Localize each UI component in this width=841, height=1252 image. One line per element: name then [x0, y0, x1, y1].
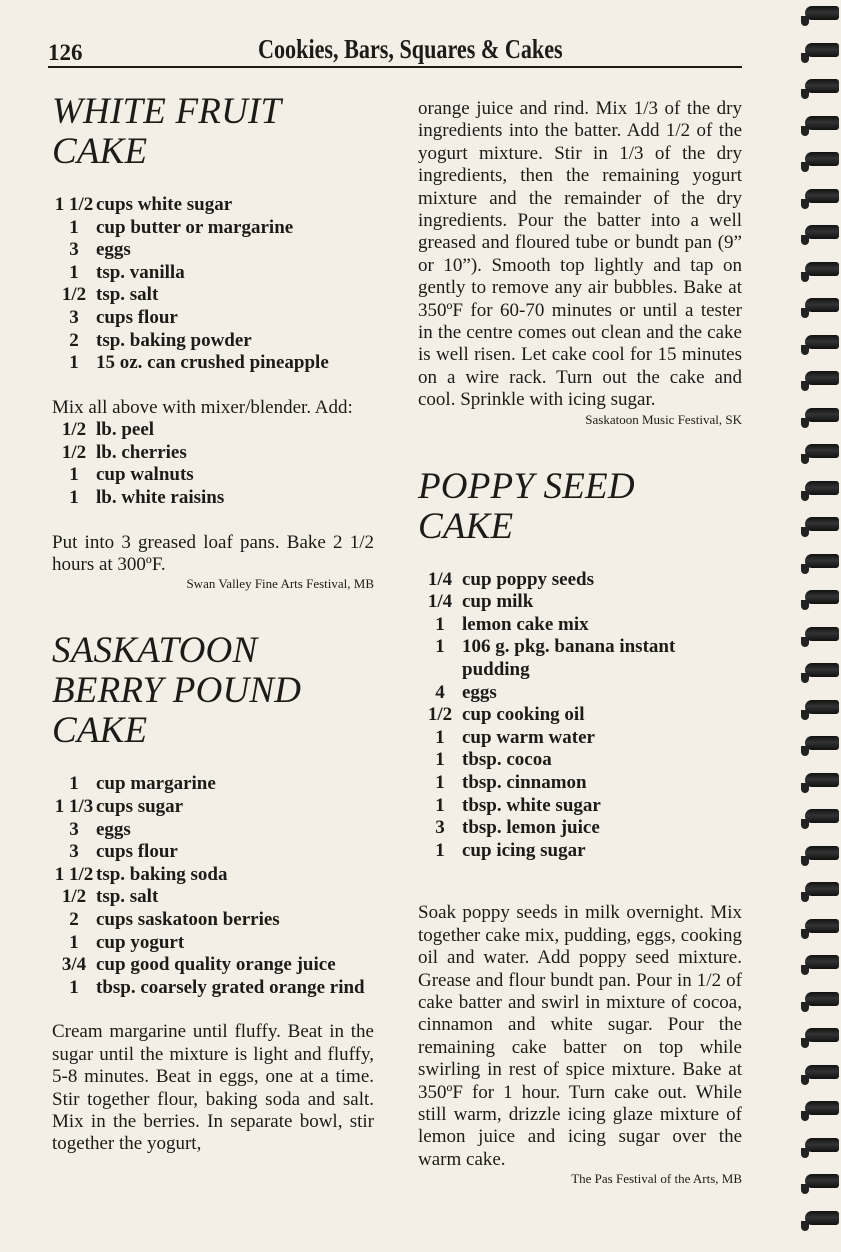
- ingredient-item: [52, 977, 374, 1000]
- ingredient-item: [418, 772, 742, 795]
- ingredient-item: [52, 886, 374, 909]
- ingredient-quantity: 1/2: [61, 886, 87, 908]
- ingredient-quantity: 1: [69, 216, 79, 238]
- ingredient-item: [418, 840, 742, 863]
- title-line: CAKE: [52, 710, 148, 752]
- title-line: POPPY SEED: [418, 465, 635, 507]
- ingredient-item: [418, 682, 742, 705]
- ingredient-text: tbsp. cocoa: [462, 749, 552, 771]
- binding-coil: [805, 1211, 839, 1225]
- ingredient-quantity: 1: [435, 772, 445, 794]
- ingredient-quantity: 1/2: [61, 419, 87, 441]
- ingredient-item: [52, 796, 374, 819]
- ingredient-text: lb. white raisins: [96, 486, 225, 508]
- binding-coil: [805, 1065, 839, 1079]
- ingredient-item: [52, 954, 374, 977]
- ingredient-item: [52, 464, 374, 487]
- title-line: BERRY POUND: [52, 670, 302, 712]
- ingredient-quantity: 1 1/2: [54, 194, 94, 215]
- binding-coil: [805, 1174, 839, 1188]
- binding-coil: [805, 298, 839, 312]
- ingredient-text: cup warm water: [462, 726, 595, 748]
- ingredient-text: eggs: [96, 239, 131, 261]
- ingredient-quantity: 1 1/3: [54, 795, 94, 817]
- ingredient-item: [52, 442, 374, 465]
- ingredient-item: [52, 419, 374, 442]
- binding-coil: [805, 773, 839, 787]
- binding-coil: [805, 225, 839, 239]
- ingredient-item: [52, 932, 374, 955]
- directions-text: orange juice and rind. Mix 1/3 of the dry ingredients into the batter. Add 1/2 of the yogurt mixture. Stir in 1/3 of the dry ingredients, then the remaining yogurt mixture and the remainder of the dry ingredients. Pour the batter into a well greased and floured tube or bundt pan (9” or 10”). Smooth top lightly and tap on gently to remove any air bubbles. Bake at 350ºF for 60-70 minutes or until a tester in the centre comes out clean and the cake is well risen. Let cake cool for 15 minutes on a wire rack. Turn out the cake and cool. Sprinkle with icing sugar.: [418, 98, 742, 411]
- ingredient-text: cup cooking oil: [462, 704, 585, 726]
- ingredient-quantity: 3: [69, 841, 79, 863]
- ingredient-text: tbsp. coarsely grated orange rind: [96, 976, 365, 998]
- ingredient-text: eggs: [462, 681, 497, 703]
- ingredient-text: 15 oz. can crushed pineapple: [96, 352, 329, 374]
- ingredient-text: tsp. baking soda: [96, 863, 228, 885]
- binding-coil: [805, 1028, 839, 1042]
- recipe-credit: Swan Valley Fine Arts Festival, MB: [186, 576, 374, 592]
- ingredient-text: tbsp. white sugar: [462, 794, 601, 816]
- ingredient-item: [52, 330, 374, 353]
- ingredient-quantity: 1: [69, 486, 79, 508]
- ingredient-item: [52, 352, 374, 375]
- ingredient-text: cups flour: [96, 841, 178, 863]
- ingredient-quantity: 1: [69, 976, 79, 998]
- ingredient-text: cup milk: [462, 591, 534, 613]
- ingredient-item: [418, 749, 742, 772]
- directions-text: Put into 3 greased loaf pans. Bake 2 1/2 hours at 300ºF.: [52, 531, 374, 575]
- binding-coil: [805, 992, 839, 1006]
- ingredient-quantity: 2: [69, 329, 79, 351]
- ingredient-quantity: 1/2: [61, 284, 87, 306]
- ingredient-quantity: 1: [69, 464, 79, 486]
- binding-coil: [805, 6, 839, 20]
- ingredient-text: cups white sugar: [96, 194, 233, 215]
- ingredient-quantity: 1: [69, 261, 79, 283]
- ingredient-quantity: 1: [435, 794, 445, 816]
- ingredient-quantity: 1: [435, 636, 445, 658]
- ingredient-list: [418, 569, 742, 863]
- binding-coil: [805, 846, 839, 860]
- directions-text: Soak poppy seeds in milk overnight. Mix together cake mix, pudding, eggs, cooking oil and water. Add poppy seed mixture. Grease and flour bundt pan. Pour in 1/2 of cake batter and swirl in mixture of cocoa, cinnamon and white sugar. Pour the remaining cake batter on top while swirling in rest of spice mixture. Bake at 350ºF for 1 hour. Turn cake out. While still warm, drizzle icing glaze mixture of lemon juice and icing sugar over the warm cake.: [418, 902, 742, 1170]
- directions-text: Cream margarine until fluffy. Beat in the sugar until the mixture is light and fluffy, 5-8 minutes. Beat in eggs, one at a time. Stir together flour, baking soda and salt. Mix in the berries. In separate bowl, stir together the yogurt,: [52, 1021, 374, 1155]
- ingredient-text: cup poppy seeds: [462, 568, 594, 590]
- spiral-binding: [801, 0, 841, 1252]
- binding-coil: [805, 116, 839, 130]
- ingredient-text: tsp. baking powder: [96, 329, 252, 351]
- ingredient-item: [418, 795, 742, 818]
- ingredient-text: eggs: [96, 818, 131, 840]
- ingredient-item: [52, 841, 374, 864]
- title-line: WHITE FRUIT: [52, 91, 282, 132]
- binding-coil: [805, 262, 839, 276]
- ingredient-text: cup walnuts: [96, 464, 194, 486]
- binding-coil: [805, 444, 839, 458]
- ingredient-quantity: 1: [69, 352, 79, 374]
- ingredient-text: cups sugar: [96, 795, 184, 817]
- title-line: CAKE: [418, 505, 514, 547]
- ingredient-item: [418, 817, 742, 840]
- right-column: [418, 98, 742, 1186]
- binding-coil: [805, 955, 839, 969]
- ingredient-item: [52, 307, 374, 330]
- binding-coil: [805, 408, 839, 422]
- binding-coil: [805, 700, 839, 714]
- ingredient-text: 106 g. pkg. banana instant pudding: [462, 636, 676, 681]
- title-line: SASKATOON: [52, 630, 258, 672]
- ingredient-text: tsp. salt: [96, 886, 159, 908]
- header-rule: [48, 66, 742, 68]
- binding-coil: [805, 627, 839, 641]
- binding-coil: [805, 1138, 839, 1152]
- ingredient-item: [418, 614, 742, 637]
- ingredient-quantity: 1 1/2: [54, 863, 94, 885]
- ingredient-text: cup butter or margarine: [96, 216, 294, 238]
- ingredient-item: [418, 704, 742, 727]
- ingredient-list: [52, 773, 374, 999]
- ingredient-quantity: 1/4: [427, 591, 453, 613]
- binding-coil: [805, 590, 839, 604]
- ingredient-item: [52, 487, 374, 510]
- ingredient-text: cup icing sugar: [462, 839, 586, 861]
- binding-coil: [805, 152, 839, 166]
- ingredient-list: [52, 194, 374, 375]
- binding-coil: [805, 736, 839, 750]
- ingredient-text: lemon cake mix: [462, 613, 589, 635]
- ingredient-item: [52, 194, 374, 217]
- binding-coil: [805, 663, 839, 677]
- ingredient-quantity: 3: [69, 818, 79, 840]
- ingredient-item: [418, 591, 742, 614]
- ingredient-item: [52, 217, 374, 240]
- recipe-credit: Saskatoon Music Festival, SK: [585, 411, 742, 427]
- ingredient-item: [52, 864, 374, 887]
- directions-text: Mix all above with mixer/blender. Add:: [52, 396, 353, 418]
- recipe-credit: The Pas Festival of the Arts, MB: [571, 1171, 742, 1187]
- ingredient-quantity: 1: [435, 839, 445, 861]
- ingredient-quantity: 1/4: [427, 568, 453, 590]
- binding-coil: [805, 189, 839, 203]
- binding-coil: [805, 335, 839, 349]
- page-number: 126: [48, 40, 83, 65]
- left-column: [52, 92, 374, 1156]
- ingredient-item: [52, 284, 374, 307]
- ingredient-text: cup margarine: [96, 773, 216, 795]
- ingredient-text: tbsp. cinnamon: [462, 772, 587, 794]
- binding-coil: [805, 43, 839, 57]
- ingredient-text: cups flour: [96, 306, 178, 328]
- ingredient-quantity: 2: [69, 908, 79, 930]
- ingredient-list: [52, 419, 374, 509]
- ingredient-item: [418, 727, 742, 750]
- ingredient-item: [52, 239, 374, 262]
- ingredient-text: tsp. vanilla: [96, 261, 185, 283]
- binding-coil: [805, 1101, 839, 1115]
- ingredient-quantity: 3: [435, 817, 445, 839]
- ingredient-text: cup good quality orange juice: [96, 954, 336, 976]
- ingredient-item: [52, 773, 374, 796]
- ingredient-quantity: 1: [435, 749, 445, 771]
- ingredient-text: tbsp. lemon juice: [462, 817, 600, 839]
- binding-coil: [805, 809, 839, 823]
- ingredient-quantity: 4: [435, 681, 445, 703]
- ingredient-quantity: 1: [435, 613, 445, 635]
- ingredient-text: lb. cherries: [96, 441, 187, 463]
- binding-coil: [805, 919, 839, 933]
- page-header: [48, 34, 744, 68]
- ingredient-text: cup yogurt: [96, 931, 185, 953]
- binding-coil: [805, 554, 839, 568]
- ingredient-text: tsp. salt: [96, 284, 159, 306]
- ingredient-quantity: 1/2: [427, 704, 453, 726]
- ingredient-quantity: 3/4: [61, 954, 87, 976]
- ingredient-quantity: 1/2: [61, 441, 87, 463]
- recipe-title-saskatoon-berry-pound-cake: [52, 631, 374, 751]
- binding-coil: [805, 882, 839, 896]
- title-line: CAKE: [52, 131, 148, 172]
- ingredient-text: cups saskatoon berries: [96, 908, 280, 930]
- ingredient-item: [52, 909, 374, 932]
- ingredient-item: [418, 636, 742, 681]
- binding-coil: [805, 517, 839, 531]
- binding-coil: [805, 79, 839, 93]
- ingredient-quantity: 1: [69, 931, 79, 953]
- ingredient-quantity: 1: [435, 726, 445, 748]
- ingredient-quantity: 3: [69, 239, 79, 261]
- ingredient-quantity: 1: [69, 773, 79, 795]
- binding-coil: [805, 371, 839, 385]
- ingredient-text: lb. peel: [96, 419, 155, 441]
- binding-coil: [805, 481, 839, 495]
- ingredient-quantity: 3: [69, 306, 79, 328]
- recipe-title-white-fruit-cake: [52, 92, 374, 172]
- section-title: Cookies, Bars, Squares & Cakes: [258, 34, 563, 64]
- ingredient-item: [52, 262, 374, 285]
- recipe-title-poppy-seed-cake: [418, 467, 742, 547]
- ingredient-item: [52, 819, 374, 842]
- ingredient-item: [418, 569, 742, 592]
